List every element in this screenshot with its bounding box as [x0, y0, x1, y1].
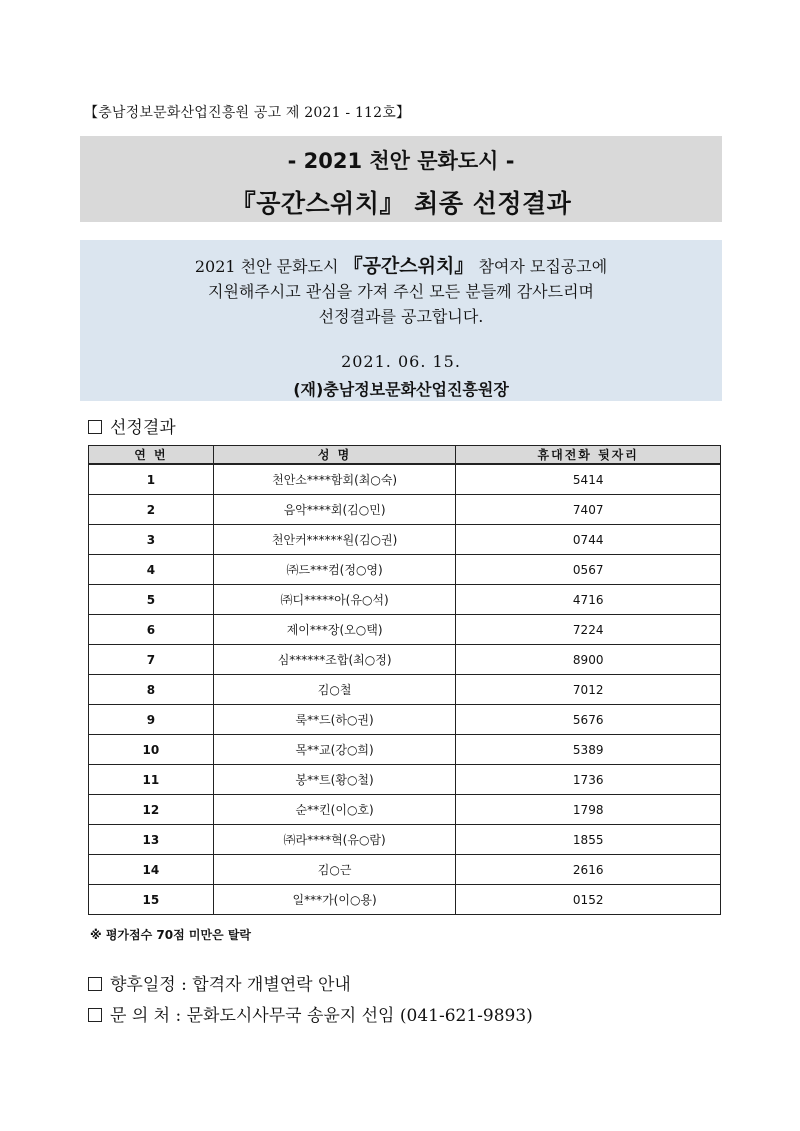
row-number: 15: [89, 885, 214, 915]
row-phone: 2616: [456, 855, 721, 885]
info-box: [80, 240, 722, 401]
contact-text: 문 의 처 : 문화도시사무국 송윤지 선임 (041-621-9893): [110, 1006, 533, 1026]
row-number: 6: [89, 615, 214, 645]
table-row: [89, 885, 721, 915]
row-number: 7: [89, 645, 214, 675]
row-phone: 8900: [456, 645, 721, 675]
info-line3: 선정결과를 공고합니다.: [318, 307, 484, 326]
row-number: 2: [89, 495, 214, 525]
row-name: 룩**드(하○권): [213, 705, 456, 735]
row-phone: 5389: [456, 735, 721, 765]
row-phone: 5414: [456, 464, 721, 495]
row-number: 1: [89, 464, 214, 495]
table-row: [89, 615, 721, 645]
table-row: [89, 464, 721, 495]
section-results-heading: [88, 413, 176, 438]
organization-name: (재)충남정보문화산업진흥원장: [293, 380, 509, 399]
row-name: ㈜디*****아(유○석): [213, 585, 456, 615]
row-name: 천안소****함회(최○숙): [213, 464, 456, 495]
row-phone: 1855: [456, 825, 721, 855]
row-name: 제이***장(오○택): [213, 615, 456, 645]
schedule-text: 향후일정 : 합격자 개별연락 안내: [110, 975, 351, 995]
results-table: [88, 445, 721, 915]
checkbox-icon: [88, 420, 102, 434]
checkbox-icon: [88, 977, 102, 991]
notice-number: 【충남정보문화산업진흥원 공고 제 2021 - 112호】: [84, 105, 411, 121]
row-name: 김○근: [213, 855, 456, 885]
row-phone: 7012: [456, 675, 721, 705]
notice-date: 2021. 06. 15.: [341, 352, 461, 371]
row-name: 봉**트(황○철): [213, 765, 456, 795]
row-name: 심******조합(최○정): [213, 645, 456, 675]
table-row: [89, 765, 721, 795]
row-name: 일***가(이○용): [213, 885, 456, 915]
info-line1-pre: 2021 천안 문화도시: [194, 257, 339, 276]
table-row: [89, 855, 721, 885]
row-name: 순**킨(이○호): [213, 795, 456, 825]
table-row: [89, 555, 721, 585]
row-phone: 7224: [456, 615, 721, 645]
info-line2: 지원해주시고 관심을 가져 주신 모든 분들께 감사드리며: [207, 282, 594, 301]
row-number: 14: [89, 855, 214, 885]
row-phone: 1736: [456, 765, 721, 795]
row-name: ㈜드***컴(정○영): [213, 555, 456, 585]
row-name: 음악****회(김○민): [213, 495, 456, 525]
title-line1: - 2021 천안 문화도시 -: [287, 149, 515, 173]
row-phone: 7407: [456, 495, 721, 525]
header-phone: 휴대전화 뒷자리: [456, 446, 721, 465]
info-line1-highlight: 『공간스위치』: [343, 255, 474, 277]
table-row: [89, 525, 721, 555]
section-contact: [88, 1001, 533, 1026]
row-phone: 0152: [456, 885, 721, 915]
row-phone: 0744: [456, 525, 721, 555]
header-name: 성 명: [213, 446, 456, 465]
section-results-label: 선정결과: [110, 418, 176, 438]
info-line1-post: 참여자 모집공고에: [478, 257, 608, 276]
row-number: 8: [89, 675, 214, 705]
table-row: [89, 705, 721, 735]
section-schedule: [88, 970, 351, 995]
checkbox-icon: [88, 1008, 102, 1022]
row-number: 13: [89, 825, 214, 855]
row-number: 9: [89, 705, 214, 735]
row-number: 4: [89, 555, 214, 585]
row-number: 11: [89, 765, 214, 795]
table-row: [89, 675, 721, 705]
row-name: ㈜라****혁(유○람): [213, 825, 456, 855]
row-phone: 5676: [456, 705, 721, 735]
row-number: 5: [89, 585, 214, 615]
row-number: 12: [89, 795, 214, 825]
title-line2: 『공간스위치』 최종 선정결과: [230, 189, 572, 218]
table-row: [89, 645, 721, 675]
row-phone: 1798: [456, 795, 721, 825]
table-row: [89, 585, 721, 615]
evaluation-note: ※ 평가점수 70점 미만은 탈락: [90, 928, 251, 942]
row-phone: 0567: [456, 555, 721, 585]
row-number: 3: [89, 525, 214, 555]
row-number: 10: [89, 735, 214, 765]
table-row: [89, 735, 721, 765]
row-name: 김○철: [213, 675, 456, 705]
title-banner: [80, 136, 722, 222]
row-phone: 4716: [456, 585, 721, 615]
info-line1: [80, 254, 722, 279]
row-name: 목**교(강○희): [213, 735, 456, 765]
header-number: 연 번: [89, 446, 214, 465]
row-name: 천안커******원(김○권): [213, 525, 456, 555]
table-row: [89, 495, 721, 525]
table-row: [89, 795, 721, 825]
table-row: [89, 825, 721, 855]
table-header-row: [89, 446, 721, 465]
